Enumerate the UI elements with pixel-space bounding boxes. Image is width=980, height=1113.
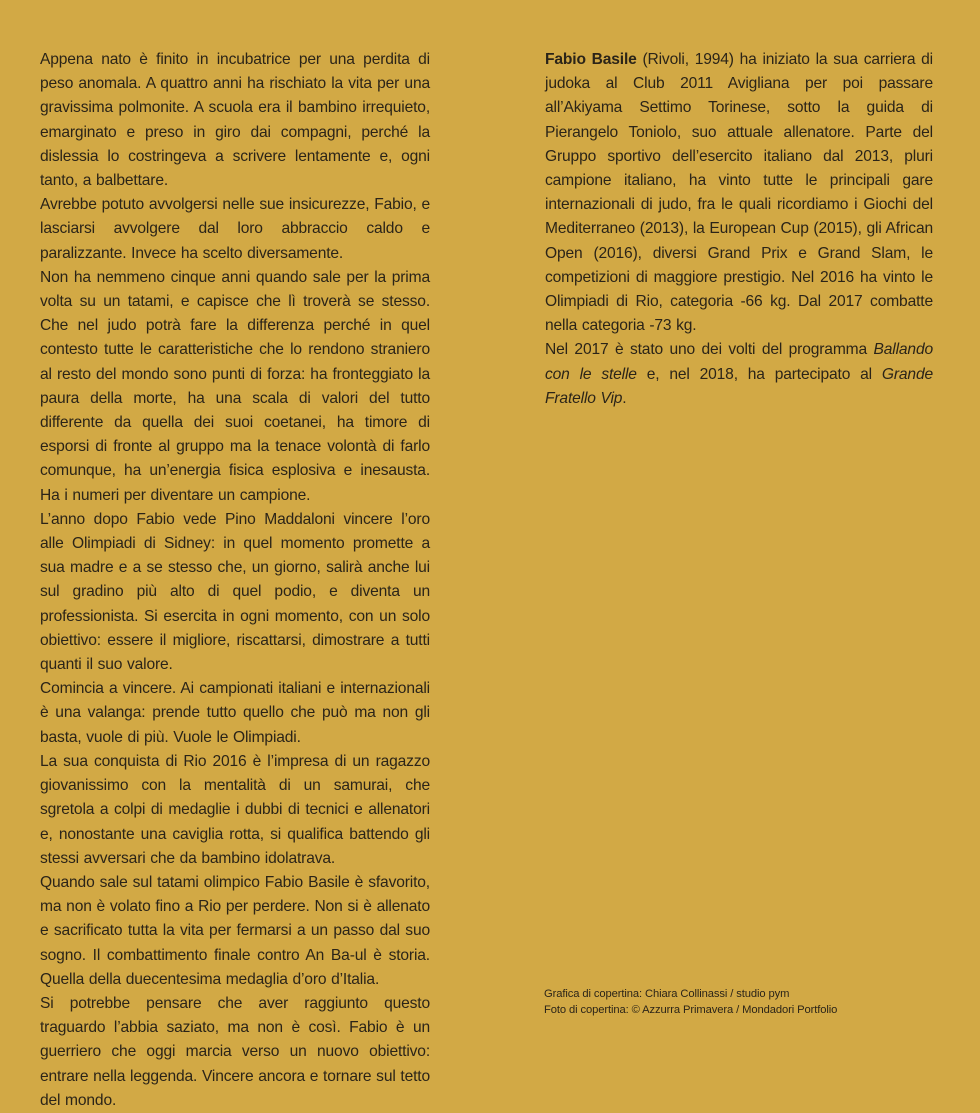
paragraph: Appena nato è finito in incubatrice per una perdita di peso anomala. A quattro anni ha rischiato la vita per una gravissima polmonite. A scuola era il bambino irrequieto, emarginato e preso in giro dai compagni, perché la dislessia lo costringeva a scrivere lentamente e, ogni tanto, a balbettare. [40,51,430,190]
author-bio-column [545,48,933,411]
author-bio [545,48,933,338]
tv-prefix: Nel 2017 è stato uno dei volti del programma [545,341,874,359]
paragraph: L’anno dopo Fabio vede Pino Maddaloni vincere l’oro alle Olimpiadi di Sidney: in quel momento promette a sua madre e a se stesso che, un giorno, salirà anche lui sul gradino più alto di quel podio, e diventa un professionista. Si esercita in ogni momento, con un solo obiettivo: essere il migliore, riscattarsi, dimostrare a tutti quanti il suo valore. [40,510,430,674]
photo-credit: Foto di copertina: © Azzurra Primavera / Mondadori Portfolio [544,1003,838,1016]
paragraph: Si potrebbe pensare che aver raggiunto questo traguardo l’abbia saziato, ma non è così. Fabio è un guerriero che oggi marcia verso un nuovo obiettivo: entrare nella leggenda. Vincere ancora e tornare sul tetto del mondo. [40,994,430,1109]
tv-show-title: Grande Fratello Vip [545,365,933,407]
author-name: Fabio Basile [545,51,637,68]
author-bio-text: (Rivoli, 1994) ha iniziato la sua carriera di judoka al Club 2011 Avigliana per poi passare all’Akiyama Settimo Torinese, sotto la guida di Pierangelo Toniolo, suo attuale allenatore. Parte del Gruppo sportivo dell’esercito italiano dal 2013, pluri campione italiano, ha vinto tutte le principali gare internazionali di judo, fra le quali ricordiamo i Giochi del Mediterraneo (2013), la European Cup (2015), gli African Open (2016), diversi Grand Prix e Grand Slam, le competizioni di maggiore prestigio. Nel 2016 ha vinto le Olimpiadi di Rio, categoria -66 kg. Dal 2017 combatte nella categoria -73 kg. [545,51,933,335]
paragraph: Comincia a vincere. Ai campionati italiani e internazionali è una valanga: prende tutto quello che può ma non gli basta, vuole di più. Vuole le Olimpiadi. [40,680,430,746]
left-text-column [40,48,430,1113]
tv-middle: e, nel 2018, ha partecipato al [636,365,882,383]
paragraph: Quando sale sul tatami olimpico Fabio Basile è sfavorito, ma non è volato fino a Rio per perdere. Non si è allenato e sacrificato tutta la vita per fermarsi a un passo dal suo sogno. Il combattimento finale contro An Ba-ul è storia. Quella della duecentesima medaglia d’oro d’Italia. [40,873,430,988]
graphic-credit: Grafica di copertina: Chiara Collinassi / studio pym [544,988,790,1000]
cover-credits [544,987,944,1018]
tv-show-title: Ballando con le stelle [545,341,933,383]
tv-appearances [545,338,933,411]
tv-suffix: . [622,389,627,407]
paragraph: Avrebbe potuto avvolgersi nelle sue insicurezze, Fabio, e lasciarsi avvolgere dal loro abbraccio caldo e paralizzante. Invece ha scelto diversamente. [40,196,430,262]
paragraph: Non ha nemmeno cinque anni quando sale per la prima volta su un tatami, e capisce che lì troverà se stesso. Che nel judo potrà fare la differenza perché in quel contesto tutte le caratteristiche che lo rendono straniero al resto del mondo sono punti di forza: ha fronteggiato la paura della morte, ha una scala di valori del tutto differente da quella dei suoi coetanei, ha timore di esporsi di fronte al gruppo ma la tenace volontà di farlo comunque, ha un’energia fisica esplosiva e inesausta. Ha i numeri per diventare un campione. [40,268,430,504]
paragraph: La sua conquista di Rio 2016 è l’impresa di un ragazzo giovanissimo con la mentalità di un samurai, che sgretola a colpi di medaglie i dubbi di tecnici e allenatori e, nonostante una caviglia rotta, si qualifica battendo gli stessi avversari che da bambino idolatrava. [40,752,430,867]
